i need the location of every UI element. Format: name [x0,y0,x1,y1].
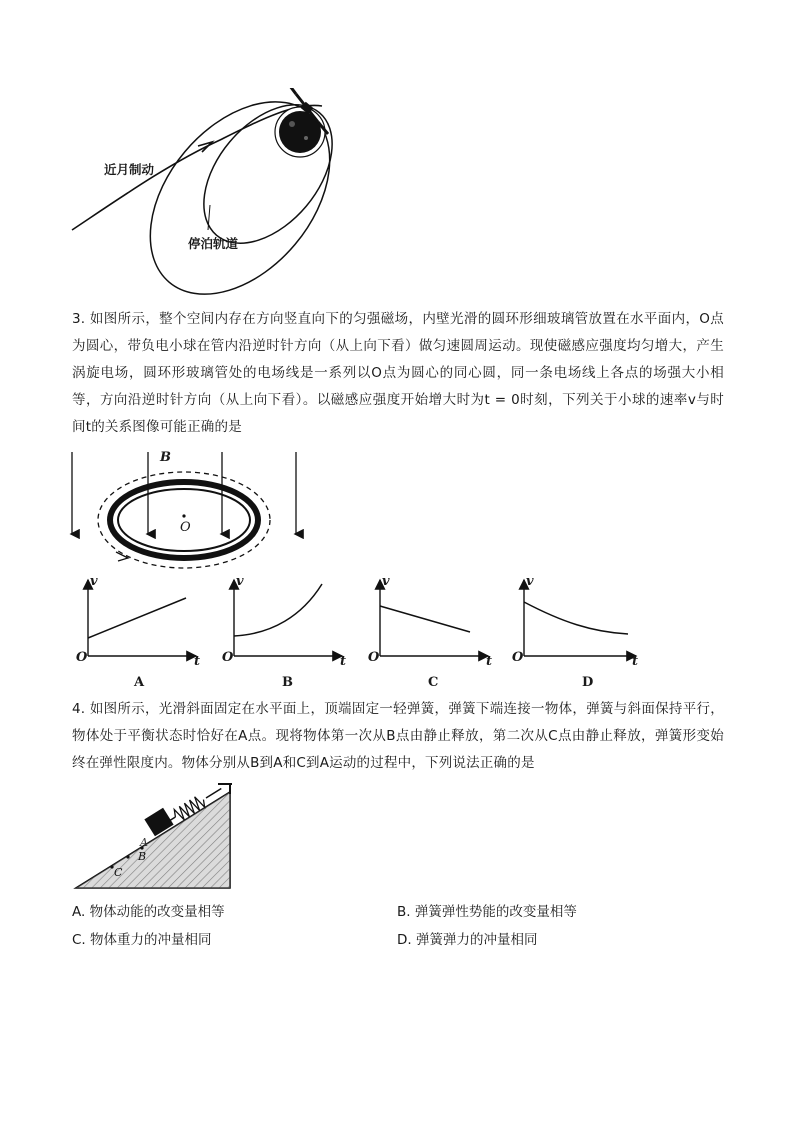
graph-d-t-label: t [632,654,639,669]
graph-a-curve [88,598,186,638]
graph-c [380,580,488,656]
option-b: B. 弹簧弹性势能的改变量相等 [397,904,577,920]
graph-a-t-label: t [194,654,201,669]
orbit-diagram [70,88,350,298]
vt-graphs-svg [72,572,652,692]
ring-diagram [60,448,320,576]
option-c: C. 物体重力的冲量相同 [72,932,212,948]
graph-b-letter: B [282,675,293,690]
orbit-figure [70,88,350,298]
vt-graphs [72,572,652,692]
graph-a [88,580,196,656]
incline-figure [72,780,234,892]
option-a: A. 物体动能的改变量相等 [72,904,225,920]
incline-label-b: B [138,850,147,863]
incline-label-c: C [114,866,123,879]
graph-c-origin: O [368,650,380,665]
graph-c-curve [380,606,470,632]
graph-d [524,580,636,656]
field-label-b: B [160,450,171,465]
incline-diagram [72,780,234,892]
center-label-o: O [180,520,191,535]
question-3-text: 3. 如图所示，整个空间内存在方向竖直向下的匀强磁场，内壁光滑的圆环形细玻璃管放置在水平面内，O点为圆心，带负电小球在管内沿逆时针方向（从上向下看）做匀速圆周运动。现使磁感应强度均匀增大，产生涡旋电场，圆环形玻璃管处的电场线是一系列以O点为圆心的同心圆，同一条电场线上各点的场强大小相等，方向沿逆时针方向（从上向下看）。以磁感应强度开始增大时为t = 0时刻，下列关于小球的速率v与时间t的关系图像可能正确的是 [72,311,724,435]
option-d: D. 弹簧弹力的冲量相同 [397,932,538,948]
graph-b [234,580,342,656]
graph-a-origin: O [76,650,88,665]
graph-d-curve [524,602,628,634]
graph-b-origin: O [222,650,234,665]
graph-b-v-label: v [236,574,244,589]
graph-b-curve [234,584,322,636]
graph-c-letter: C [428,675,439,690]
graph-c-t-label: t [486,654,493,669]
label-parking-orbit: 停泊轨道 [188,236,239,251]
graph-d-v-label: v [526,574,534,589]
graph-d-letter: D [582,675,594,690]
graph-b-t-label: t [340,654,347,669]
ring-magnetic-field-figure [60,448,320,576]
graph-c-v-label: v [382,574,390,589]
graph-a-v-label: v [90,574,98,589]
question-4-text: 4. 如图所示，光滑斜面固定在水平面上，顶端固定一轻弹簧，弹簧下端连接一物体，弹簧与斜面保持平行，物体处于平衡状态时恰好在A点。现将物体第一次从B点由静止释放，第二次从C点由静止释放，弹簧形变始终在弹性限度内。物体分别从B到A和C到A运动的过程中，下列说法正确的是 [72,701,724,771]
graph-d-origin: O [512,650,524,665]
graph-a-letter: A [134,675,145,690]
incline-label-a: A [140,836,148,849]
label-near-moon-braking: 近月制动 [104,162,155,177]
